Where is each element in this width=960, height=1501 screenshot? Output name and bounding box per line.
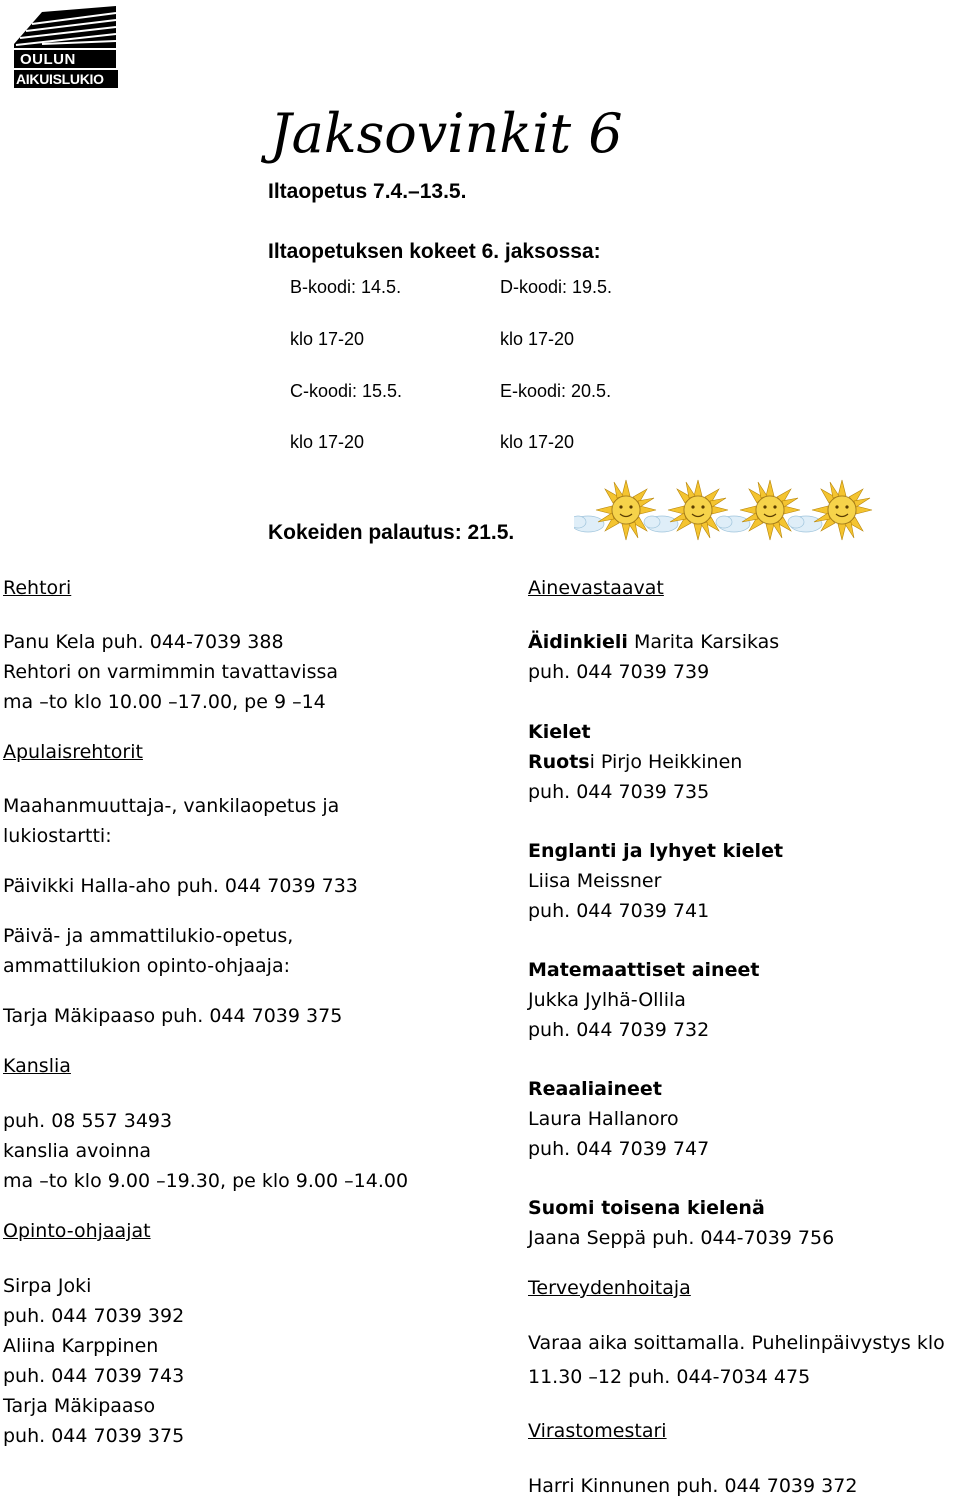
ruotsi-label: Ruots xyxy=(528,751,590,773)
terveydenhoitaja-line-2: 11.30 –12 puh. 044-7034 475 xyxy=(528,1366,811,1388)
page-title: Jaksovinkit 6 xyxy=(270,102,623,165)
apulaisrehtorit-heading: Apulaisrehtorit xyxy=(3,741,143,763)
kanslia-line-2: kanslia avoinna xyxy=(3,1140,152,1162)
tarja-line: Tarja Mäkipaaso puh. 044 7039 375 xyxy=(3,1005,343,1027)
opo-line-1: Sirpa Joki xyxy=(3,1275,92,1297)
matematiikka-heading: Matemaattiset aineet xyxy=(528,959,760,981)
exams-heading: Iltaopetuksen kokeet 6. jaksossa: xyxy=(268,240,601,263)
opo-line-2: puh. 044 7039 392 xyxy=(3,1305,185,1327)
aidinkieli-name: Marita Karsikas xyxy=(627,631,780,653)
opo-line-5: Tarja Mäkipaaso xyxy=(3,1395,156,1417)
paivikki-line: Päivikki Halla-aho puh. 044 7039 733 xyxy=(3,875,358,897)
ruotsi-name: i Pirjo Heikkinen xyxy=(589,751,743,773)
aidinkieli-phone: puh. 044 7039 739 xyxy=(528,661,710,683)
terveydenhoitaja-line-1: Varaa aika soittamalla. Puhelinpäivystys klo xyxy=(528,1332,945,1354)
aidinkieli-label: Äidinkieli xyxy=(528,631,628,653)
virastomestari-heading: Virastomestari xyxy=(528,1420,667,1442)
matematiikka-name: Jukka Jylhä-Ollila xyxy=(528,989,686,1011)
englanti-heading: Englanti ja lyhyet kielet xyxy=(528,840,784,862)
paivaopetus-colon: : xyxy=(283,955,290,977)
logo-line2: AIKUISLUKIO xyxy=(16,71,104,87)
opo-line-6: puh. 044 7039 375 xyxy=(3,1425,185,1447)
maahanmuutto-label-1: Maahanmuuttaja-, vankilaopetus ja xyxy=(3,795,340,817)
exam-b-code: B-koodi: 14.5. xyxy=(290,277,402,297)
paivaopetus-line-2 xyxy=(3,951,290,981)
exam-c-code: C-koodi: 15.5. xyxy=(290,381,403,401)
kielet-heading: Kielet xyxy=(528,721,591,743)
maahanmuutto-colon: : xyxy=(105,825,112,847)
exam-b-time: klo 17-20 xyxy=(290,329,365,349)
rehtori-line-1: Panu Kela puh. 044-7039 388 xyxy=(3,631,284,653)
virastomestari-line: Harri Kinnunen puh. 044 7039 372 xyxy=(528,1475,858,1497)
ruotsi-line xyxy=(528,747,742,777)
maahanmuutto-label-2: lukiostartti xyxy=(3,825,106,847)
englanti-phone: puh. 044 7039 741 xyxy=(528,900,710,922)
exam-e-code: E-koodi: 20.5. xyxy=(500,381,612,401)
maahanmuutto-line-2 xyxy=(3,821,112,851)
rehtori-line-2: Rehtori on varmimmin tavattavissa xyxy=(3,661,339,683)
exam-d-code: D-koodi: 19.5. xyxy=(500,277,613,297)
smiling-sun-icons xyxy=(574,478,874,546)
aidinkieli-line xyxy=(528,627,779,657)
opinto-ohjaajat-heading: Opinto-ohjaajat xyxy=(3,1220,151,1242)
reaaliaineet-heading: Reaaliaineet xyxy=(528,1078,662,1100)
exam-d-time: klo 17-20 xyxy=(500,329,575,349)
kanslia-line-3: ma –to klo 9.00 –19.30, pe klo 9.00 –14.00 xyxy=(3,1170,409,1192)
paivaopetus-label-2: ammattilukion opinto-ohjaaja xyxy=(3,955,284,977)
opo-line-3: Aliina Karppinen xyxy=(3,1335,159,1357)
returns-line: Kokeiden palautus: 21.5. xyxy=(268,521,515,544)
rehtori-line-3: ma –to klo 10.00 –17.00, pe 9 –14 xyxy=(3,691,326,713)
reaaliaineet-name: Laura Hallanoro xyxy=(528,1108,679,1130)
suomi-toisena-heading: Suomi toisena kielenä xyxy=(528,1197,765,1219)
englanti-name: Liisa Meissner xyxy=(528,870,662,892)
subtitle: Iltaopetus 7.4.–13.5. xyxy=(268,180,467,203)
maahanmuutto-line-1 xyxy=(3,791,339,821)
logo-line1: OULUN xyxy=(20,51,76,68)
exam-c-time: klo 17-20 xyxy=(290,432,365,452)
suomi-toisena-line: Jaana Seppä puh. 044-7039 756 xyxy=(528,1227,835,1249)
kanslia-line-1: puh. 08 557 3493 xyxy=(3,1110,173,1132)
matematiikka-phone: puh. 044 7039 732 xyxy=(528,1019,710,1041)
opo-line-4: puh. 044 7039 743 xyxy=(3,1365,185,1387)
exam-e-time: klo 17-20 xyxy=(500,432,575,452)
school-logo xyxy=(12,4,118,88)
kanslia-heading: Kanslia xyxy=(3,1055,71,1077)
ainevastaavat-heading: Ainevastaavat xyxy=(528,577,664,599)
reaaliaineet-phone: puh. 044 7039 747 xyxy=(528,1138,710,1160)
terveydenhoitaja-heading: Terveydenhoitaja xyxy=(528,1277,691,1299)
rehtori-heading: Rehtori xyxy=(3,577,72,599)
paivaopetus-line-1: Päivä- ja ammattilukio-opetus, xyxy=(3,925,294,947)
ruotsi-phone: puh. 044 7039 735 xyxy=(528,781,710,803)
